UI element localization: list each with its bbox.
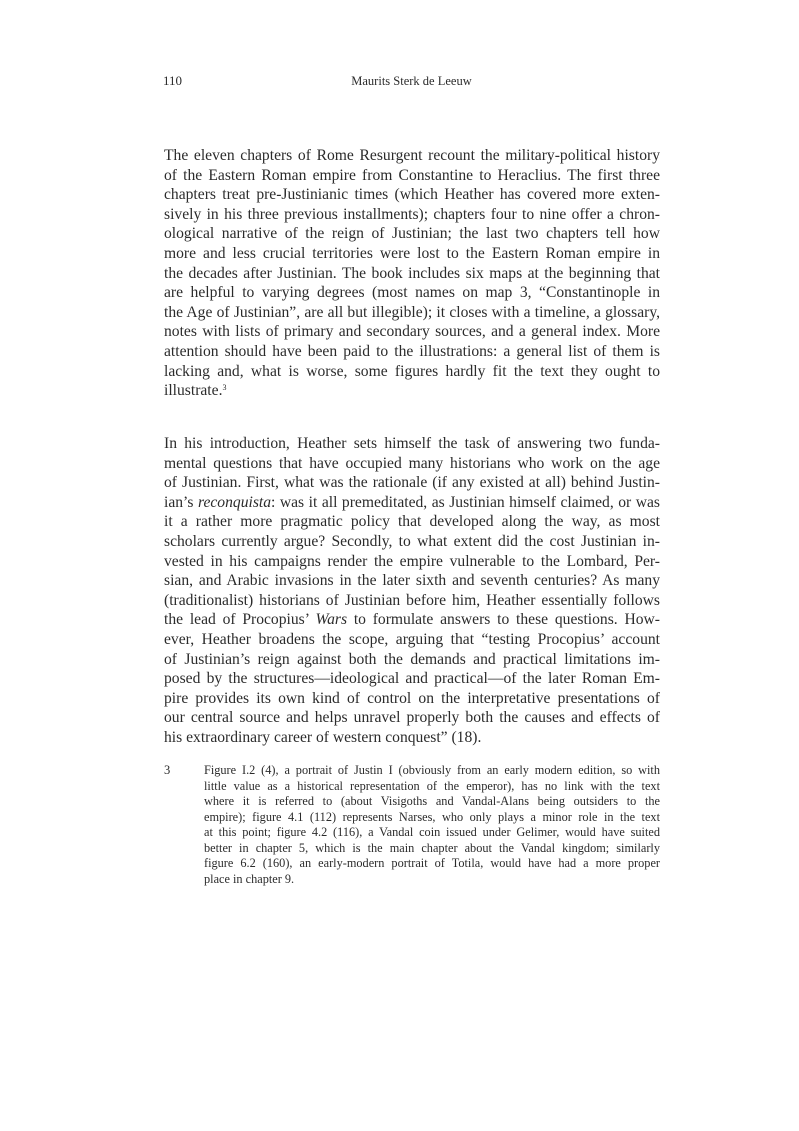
text-line: ological narrative of the reign of Justinian; the last two chapters tell how	[164, 225, 660, 243]
text-line: scholars currently argue? Secondly, to what extent did the cost Justinian in-	[164, 532, 660, 550]
footnote-line: place in chapter 9.	[204, 871, 295, 886]
text-line: lacking and, what is worse, some figures hardly fit the text they ought to	[164, 362, 660, 380]
text-line: of Justinian. First, what was the rationale (if any existed at all) behind Justin-	[164, 474, 660, 492]
footnote-line: at this point; figure 4.2 (116), a Vandal coin issued under Gelimer, would have suited	[204, 825, 660, 839]
footnote-line: empire); figure 4.1 (112) represents Narses, who only plays a minor role in the text	[204, 809, 660, 824]
text-line: his extraordinary career of western conquest” (18).	[164, 728, 482, 746]
paragraph-1	[164, 146, 660, 401]
footnote-line: better in chapter 5, which is the main chapter about the Vandal kingdom; similarly	[204, 840, 660, 855]
text-line: chapters treat pre-Justinianic times (which Heather has covered more exten-	[164, 186, 660, 204]
footnote-line: figure 6.2 (160), an early-modern portrait of Totila, would have had a more proper	[204, 856, 660, 870]
page-number: 110	[163, 73, 183, 88]
text-line: ever, Heather broadens the scope, arguing that “testing Procopius’ account	[164, 630, 660, 648]
text-line: mental questions that have occupied many historians who work on the age	[164, 454, 660, 472]
text-fragment: to formulate answers to these questions. How-	[347, 611, 660, 629]
text-line: notes with lists of primary and secondary sources, and a general index. More	[164, 323, 660, 341]
text-fragment: ian’s	[164, 493, 198, 511]
footnote-line: Figure I.2 (4), a portrait of Justin I (obviously from an early modern edition, so with	[204, 763, 660, 777]
text-line: of the Eastern Roman empire from Constantine to Heraclius. The first three	[164, 166, 660, 184]
text-line: The eleven chapters of Rome Resurgent recount the military-political history	[164, 147, 660, 164]
text-line: In his introduction, Heather sets himself the task of answering two funda-	[164, 435, 660, 452]
italic-title: Wars	[315, 611, 348, 629]
text-line: sively in his three previous installments); chapters four to nine offer a chron-	[164, 205, 660, 223]
text-line	[164, 493, 660, 513]
text-line: our central source and helps unravel properly both the causes and effects of	[164, 709, 660, 727]
text-line: the decades after Justinian. The book includes six maps at the beginning that	[164, 264, 660, 282]
text-line: more and less crucial territories were lost to the Eastern Roman empire in	[164, 244, 660, 262]
text-fragment: : was it all premeditated, as Justinian himself claimed, or was	[271, 493, 660, 511]
text-line: posed by the structures—ideological and practical—of the later Roman Em-	[164, 670, 660, 688]
text-line: pire provides its own kind of control on the interpretative presentations of	[164, 689, 660, 707]
footnote-line: little value as a historical representation of the emperor), has no link with the text	[204, 778, 660, 793]
text-fragment: illustrate.	[164, 382, 223, 400]
text-line: are helpful to varying degrees (most names on map 3, “Constantinople in	[164, 284, 660, 302]
text-line: attention should have been paid to the illustrations: a general list of them is	[164, 342, 660, 360]
footnote-number: 3	[164, 763, 171, 777]
running-title: Maurits Sterk de Leeuw	[351, 74, 472, 88]
text-line: sian, and Arabic invasions in the later sixth and seventh centuries? As many	[164, 572, 660, 590]
paragraph-2	[164, 434, 660, 748]
text-line: vested in his campaigns render the empire vulnerable to the Lombard, Per-	[164, 552, 660, 570]
text-line: (traditionalist) historians of Justinian before him, Heather essentially follows	[164, 591, 660, 609]
text-fragment: the lead of Procopius’	[164, 611, 316, 629]
text-line	[164, 381, 660, 401]
footnote-reference[interactable]: 3	[222, 383, 227, 393]
text-line: it a rather more pragmatic policy that developed along the way, as most	[164, 513, 660, 531]
italic-term: reconquista	[197, 493, 272, 511]
footnote-line: where it is referred to (about Visigoths and Vandal-Alans being outsiders to the	[204, 794, 660, 808]
text-line: the Age of Justinian”, are all but illegible); it closes with a timeline, a glossary,	[164, 303, 660, 321]
text-line: of Justinian’s reign against both the demands and practical limitations im-	[164, 650, 660, 668]
footnote-body	[204, 763, 660, 887]
text-line	[164, 610, 660, 630]
running-head	[163, 73, 660, 93]
